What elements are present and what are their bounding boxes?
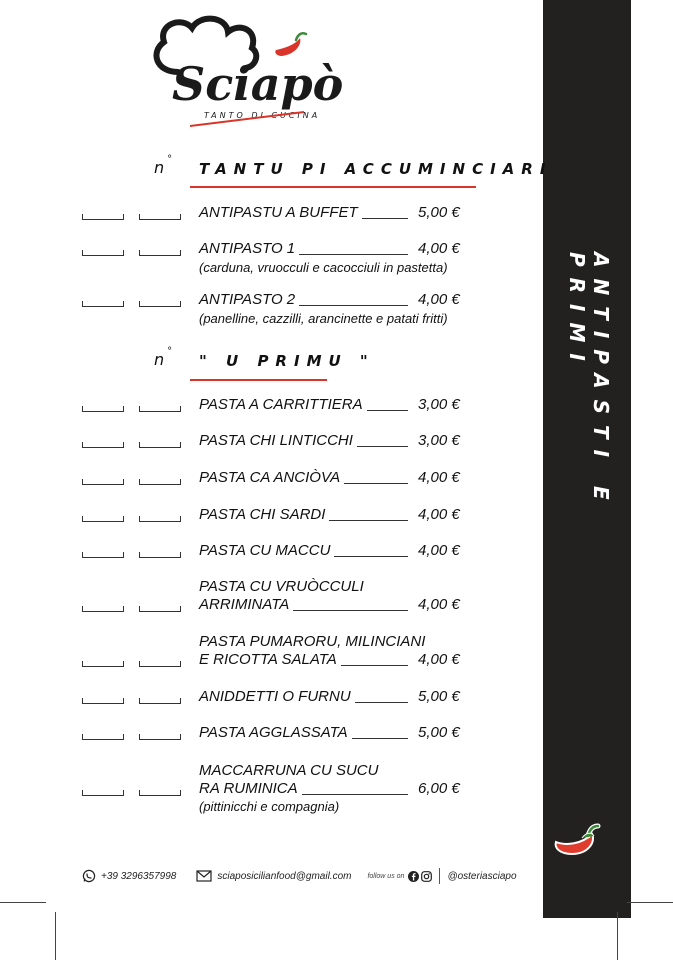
- item-name: PASTA CA ANCIÒVA: [199, 469, 341, 486]
- item-name-line1: PASTA PUMARORU, MILINCIANI: [199, 633, 426, 650]
- qty-field[interactable]: [82, 214, 124, 220]
- qty-field[interactable]: [139, 734, 181, 740]
- qty-field[interactable]: [82, 516, 124, 522]
- sidebar-band: [543, 0, 631, 918]
- item-name: PASTA CHI SARDI: [199, 506, 326, 523]
- crop-mark: [617, 912, 618, 960]
- item-name: PASTA AGGLASSATA: [199, 724, 348, 741]
- crop-mark: [0, 902, 46, 903]
- item-price: 4,00 €: [418, 291, 460, 308]
- brand-logo: [148, 14, 344, 132]
- qty-field[interactable]: [139, 790, 181, 796]
- qty-field[interactable]: [82, 406, 124, 412]
- item-price: 4,00 €: [418, 469, 460, 486]
- qty-field[interactable]: [139, 516, 181, 522]
- qty-field[interactable]: [82, 661, 124, 667]
- item-name-line1: PASTA CU VRUÒCCULI: [199, 578, 364, 595]
- qty-field[interactable]: [82, 250, 124, 256]
- qty-field[interactable]: [139, 606, 181, 612]
- crop-mark: [55, 912, 56, 960]
- section-rule: [190, 186, 476, 188]
- item-name: PASTA CU MACCU: [199, 542, 331, 559]
- qty-field[interactable]: [139, 479, 181, 485]
- item-price: 4,00 €: [418, 240, 460, 257]
- section-title: TANTU PI ACCUMINCIARI: [199, 160, 553, 178]
- qty-field[interactable]: [139, 214, 181, 220]
- qty-field[interactable]: [82, 790, 124, 796]
- item-name: ANIDDETTI O FURNU: [199, 688, 351, 705]
- item-description: (pittinicchi e compagnia): [199, 799, 340, 814]
- qty-field[interactable]: [82, 606, 124, 612]
- qty-field[interactable]: [139, 250, 181, 256]
- section-number-label: n °: [154, 345, 173, 369]
- item-name: PASTA A CARRITTIERA: [199, 396, 363, 413]
- qty-field[interactable]: [139, 661, 181, 667]
- qty-field[interactable]: [139, 698, 181, 704]
- item-price: 5,00 €: [418, 724, 460, 741]
- item-price: 4,00 €: [418, 651, 460, 668]
- social-handle[interactable]: @osteriasciapo: [447, 870, 517, 882]
- qty-field[interactable]: [139, 406, 181, 412]
- item-price: 4,00 €: [418, 542, 460, 559]
- crop-mark: [627, 902, 673, 903]
- sidebar-title: ANTIPASTI E PRIMI: [565, 252, 613, 511]
- qty-field[interactable]: [82, 734, 124, 740]
- mail-icon: [196, 869, 212, 883]
- item-name: RA RUMINICA: [199, 780, 298, 797]
- qty-field[interactable]: [82, 442, 124, 448]
- phone-number: +39 3296357998: [101, 870, 177, 882]
- item-price: 4,00 €: [418, 596, 460, 613]
- qty-field[interactable]: [82, 698, 124, 704]
- email-contact[interactable]: [196, 869, 351, 883]
- footer-divider: [439, 868, 440, 884]
- item-name: ANTIPASTO 1: [199, 240, 296, 257]
- phone-contact[interactable]: [82, 869, 176, 883]
- item-price: 6,00 €: [418, 780, 460, 797]
- email-address: sciaposicilianfood@gmail.com: [217, 870, 352, 882]
- whatsapp-icon: [82, 869, 96, 883]
- item-description: (carduna, vruocculi e cacocciuli in pastetta): [199, 260, 448, 275]
- item-name: ANTIPASTU A BUFFET: [199, 204, 358, 221]
- follow-label: follow us on: [367, 872, 405, 880]
- item-name: E RICOTTA SALATA: [199, 651, 337, 668]
- logo-tagline: TANTO DI CUCINA: [204, 111, 321, 120]
- qty-field[interactable]: [82, 301, 124, 307]
- item-price: 5,00 €: [418, 688, 460, 705]
- item-name: ANTIPASTO 2: [199, 291, 296, 308]
- item-name: ARRIMINATA: [199, 596, 290, 613]
- section-number-label: n °: [154, 153, 173, 177]
- qty-field[interactable]: [82, 479, 124, 485]
- item-price: 3,00 €: [418, 432, 460, 449]
- item-name: PASTA CHI LINTICCHI: [199, 432, 353, 449]
- qty-field[interactable]: [82, 552, 124, 558]
- section-title: " U PRIMU ": [199, 352, 375, 370]
- item-price: 5,00 €: [418, 204, 460, 221]
- qty-field[interactable]: [139, 442, 181, 448]
- item-description: (panelline, cazzilli, arancinette e patati fritti): [199, 311, 448, 326]
- facebook-icon[interactable]: [408, 871, 419, 882]
- item-price: 3,00 €: [418, 396, 460, 413]
- section-rule: [190, 379, 327, 381]
- instagram-icon[interactable]: [421, 871, 432, 882]
- chili-pepper-icon: [552, 818, 602, 862]
- qty-field[interactable]: [139, 301, 181, 307]
- contact-footer: [82, 868, 517, 884]
- logo-wordmark: Sciapò: [172, 57, 344, 111]
- item-price: 4,00 €: [418, 506, 460, 523]
- qty-field[interactable]: [139, 552, 181, 558]
- item-name-line1: MACCARRUNA CU SUCU: [199, 762, 379, 779]
